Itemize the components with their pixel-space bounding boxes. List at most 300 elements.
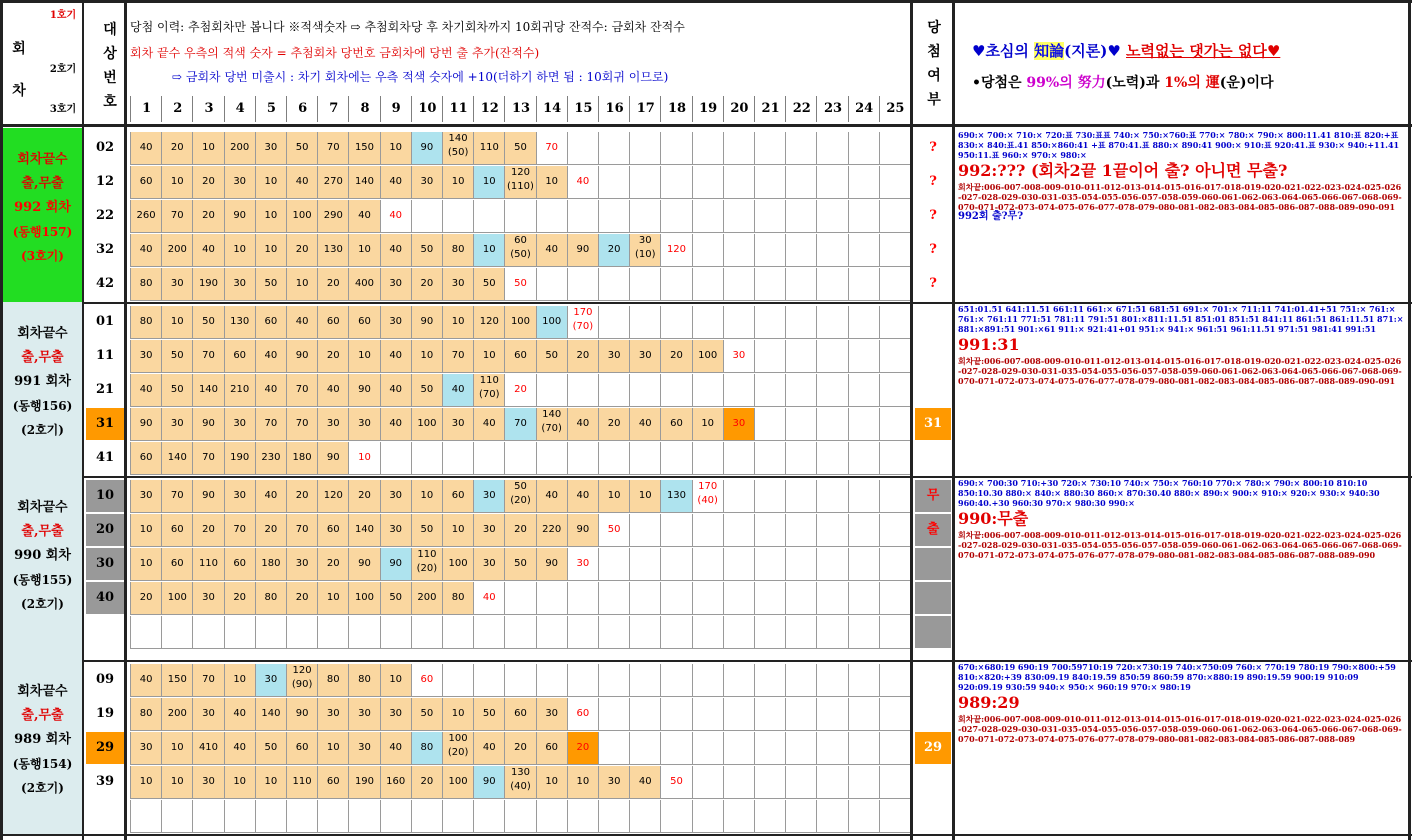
data-cell: 120 <box>473 306 504 339</box>
win-char: 부 <box>927 92 941 108</box>
block-title-line: (2호기) <box>21 597 64 611</box>
data-cell <box>754 664 785 697</box>
data-cell: 140 <box>192 374 223 407</box>
data-cell <box>816 132 847 165</box>
row-number: 29 <box>86 732 124 764</box>
data-cell <box>848 616 879 649</box>
data-cell: 40 <box>536 234 567 267</box>
data-cell <box>442 200 473 233</box>
data-cell <box>660 698 691 731</box>
data-cell: 30 <box>161 408 192 441</box>
notes-round-list: 회차끝:006-007-008-009-010-011-012-013-014-015-016-017-018-019-020-021-022-023-024-025-026-027-028-029-030-031-035-054-055-056-057-058-059-060-061-062-063-064-065-066-067-068-069-070-071-072-073-074-075-076-077-078-079-080-081-082-083-084-085-086-087-088-089-090-091 <box>958 356 1402 386</box>
data-cell <box>785 374 816 407</box>
data-cell: 40 <box>629 408 660 441</box>
data-cell: 10 <box>130 766 161 799</box>
data-cell: 200 <box>411 582 442 615</box>
data-cell <box>442 442 473 475</box>
data-cell <box>504 200 535 233</box>
data-cell: 30 <box>473 514 504 547</box>
data-cell: 30 <box>348 732 379 765</box>
data-cell <box>504 664 535 697</box>
data-cell <box>660 664 691 697</box>
data-cell: 290 <box>317 200 348 233</box>
data-cell <box>723 268 754 301</box>
data-cell <box>816 800 847 833</box>
notes-result-title: 992:??? (회차2끝 1끝이어 출? 아니면 무출? <box>958 161 1288 180</box>
data-cell <box>130 616 161 649</box>
data-cell: 50 <box>411 514 442 547</box>
data-cell <box>754 200 785 233</box>
data-cell: 60 <box>224 548 255 581</box>
data-cell: 40 <box>380 234 411 267</box>
subject-divider <box>124 0 127 840</box>
notes-round-list: 회차끝:006-007-008-009-010-011-012-013-014-015-016-017-018-019-020-021-022-023-024-025-026-027-028-029-030-031-035-054-055-056-057-058-059-060-061-062-063-064-065-066-067-068-069-070-071-072-073-074-075-076-077-078-079-080-081-082-083-084-085-086-087-088-089-090 <box>958 530 1402 560</box>
data-cell: 50 <box>473 698 504 731</box>
data-cell: 100 <box>442 766 473 799</box>
data-cell: 80 <box>130 698 161 731</box>
data-cell <box>192 616 223 649</box>
data-cell: 20 <box>192 166 223 199</box>
data-cell <box>660 582 691 615</box>
data-cell: 30 <box>317 698 348 731</box>
frame-left-line <box>0 0 3 840</box>
data-cell: 60 <box>161 514 192 547</box>
data-cell: 120 <box>317 480 348 513</box>
data-cell: 50 <box>192 306 223 339</box>
data-cell <box>692 548 723 581</box>
data-cell: 10 <box>255 166 286 199</box>
subject-char: 호 <box>103 94 117 110</box>
data-cell: 30 <box>192 698 223 731</box>
data-cell <box>723 616 754 649</box>
ho-label-2: 2호기 <box>49 64 77 75</box>
block-title-line: 회차끝수 <box>17 326 68 341</box>
row-number: 19 <box>95 706 115 721</box>
data-cell <box>785 514 816 547</box>
block-notes <box>958 662 1404 832</box>
data-cell <box>754 268 785 301</box>
data-cell <box>754 548 785 581</box>
row-number: 12 <box>95 174 115 189</box>
data-cell: 30 <box>567 548 598 581</box>
data-cell: 110 <box>192 548 223 581</box>
data-cell: 100 (20) <box>442 732 473 765</box>
data-cell: 30 <box>130 480 161 513</box>
row-number <box>86 616 124 648</box>
data-cell <box>723 374 754 407</box>
data-cell <box>754 442 785 475</box>
data-cell: 60 <box>224 340 255 373</box>
column-number: 17 <box>629 96 661 122</box>
data-cell <box>504 582 535 615</box>
data-cell: 130 (40) <box>504 766 535 799</box>
data-cell: 10 <box>255 200 286 233</box>
block-divider <box>0 834 1412 836</box>
data-cell: 30 <box>130 340 161 373</box>
data-cell <box>598 442 629 475</box>
data-cell <box>629 132 660 165</box>
data-cell <box>660 732 691 765</box>
block-title-line: 989 회차 <box>14 732 71 747</box>
data-cell <box>754 340 785 373</box>
data-cell: 90 <box>536 548 567 581</box>
data-cell <box>816 698 847 731</box>
data-cell: 30 <box>255 664 286 697</box>
motto-text: ♥초심의 <box>972 42 1035 60</box>
block-title-line: 992 회차 <box>14 200 71 215</box>
data-cell <box>348 800 379 833</box>
data-cell <box>692 698 723 731</box>
data-cell: 30 <box>442 268 473 301</box>
data-cell <box>723 132 754 165</box>
data-cell: 20 <box>224 582 255 615</box>
data-cell <box>879 340 910 373</box>
data-cell <box>660 166 691 199</box>
data-cell: 200 <box>161 234 192 267</box>
data-cell <box>380 616 411 649</box>
data-cell: 210 <box>224 374 255 407</box>
data-cell: 200 <box>224 132 255 165</box>
data-cell: 70 <box>255 408 286 441</box>
data-cell <box>848 664 879 697</box>
data-cell <box>442 616 473 649</box>
data-cell <box>629 800 660 833</box>
data-cell: 140 <box>348 166 379 199</box>
data-cell: 40 <box>348 200 379 233</box>
data-cell: 40 <box>130 132 161 165</box>
data-cell <box>723 234 754 267</box>
data-cell: 80 <box>130 268 161 301</box>
data-cell <box>785 200 816 233</box>
data-cell <box>692 268 723 301</box>
data-cell <box>255 800 286 833</box>
frame-right-line <box>1408 0 1411 840</box>
data-cell <box>411 616 442 649</box>
data-cell <box>660 800 691 833</box>
data-cell <box>816 664 847 697</box>
motto-line-1 <box>972 40 1402 61</box>
data-cell <box>660 548 691 581</box>
round-label-2: 차 <box>12 83 26 99</box>
data-cell <box>848 732 879 765</box>
data-cell <box>473 442 504 475</box>
data-cell <box>879 408 910 441</box>
subject-char: 번 <box>103 70 117 86</box>
data-cell: 40 <box>255 480 286 513</box>
data-cell <box>723 766 754 799</box>
column-number: 19 <box>692 96 724 122</box>
data-cell: 40 <box>380 340 411 373</box>
motto-text: 노력없는 댓가는 없다♥ <box>1126 42 1281 60</box>
column-number: 12 <box>473 96 505 122</box>
data-cell <box>816 514 847 547</box>
data-cell: 20 <box>567 340 598 373</box>
data-cell: 170 (40) <box>692 480 723 513</box>
data-cell <box>816 582 847 615</box>
data-cell: 70 <box>161 200 192 233</box>
data-cell: 20 <box>598 234 629 267</box>
data-cell <box>879 166 910 199</box>
data-cell: 30 <box>192 766 223 799</box>
motto-text: 知論 <box>1034 42 1065 60</box>
data-cell <box>224 616 255 649</box>
data-cell: 60 <box>504 698 535 731</box>
column-number: 14 <box>536 96 568 122</box>
data-cell <box>536 800 567 833</box>
data-cell: 30 <box>598 766 629 799</box>
data-cell <box>723 514 754 547</box>
data-cell <box>879 800 910 833</box>
data-cell: 10 <box>317 582 348 615</box>
data-cell <box>848 766 879 799</box>
data-cell <box>629 698 660 731</box>
win-cell <box>915 442 951 474</box>
data-cell: 260 <box>130 200 161 233</box>
data-cell: 230 <box>255 442 286 475</box>
data-cell <box>380 442 411 475</box>
data-cell: 10 <box>692 408 723 441</box>
data-cell <box>629 200 660 233</box>
data-cell <box>816 340 847 373</box>
data-cell <box>879 582 910 615</box>
data-cell: 60 <box>317 514 348 547</box>
data-cell <box>879 732 910 765</box>
win-cell <box>915 616 951 648</box>
notes-history: 651:01.51 641:11.51 661:11 661:× 671:51 681:51 691:× 701:× 711:11 741:01.41+51 751:× 761:× 761:× 761:11 771:51 781:11 791:51 801:×811:11.51 851:01 851:51 841:11 861:51 861:11.51 871:× 881:×891:51 901:×61 911:× 921:41+01 951:× 941:× 961:51 961:11.51 971:51 981:41 991:51 <box>958 304 1404 334</box>
data-cell: 60 <box>504 340 535 373</box>
block-title-line: (2호기) <box>21 781 64 795</box>
subject-char: 상 <box>103 46 117 62</box>
block-title-line: 991 회차 <box>14 374 71 389</box>
column-number: 7 <box>317 96 349 122</box>
data-cell: 110 (70) <box>473 374 504 407</box>
data-cell <box>660 132 691 165</box>
data-cell <box>848 514 879 547</box>
data-cell <box>660 514 691 547</box>
column-number: 23 <box>816 96 848 122</box>
round-label-1: 회 <box>12 41 26 57</box>
notes-result-title: 990:무출 <box>958 509 1029 528</box>
data-cell: 400 <box>348 268 379 301</box>
block-title <box>3 476 82 660</box>
data-cell <box>692 132 723 165</box>
column-number: 13 <box>504 96 536 122</box>
column-number: 18 <box>660 96 692 122</box>
win-cell <box>915 340 951 372</box>
data-cell: 90 <box>286 698 317 731</box>
data-cell: 40 <box>567 408 598 441</box>
win-cell: 29 <box>915 732 951 764</box>
data-cell: 20 <box>286 234 317 267</box>
data-cell <box>598 166 629 199</box>
data-cell <box>567 616 598 649</box>
data-cell: 80 <box>442 582 473 615</box>
data-cell <box>692 442 723 475</box>
data-cell <box>692 616 723 649</box>
data-cell: 60 <box>442 480 473 513</box>
header-line1: 당첨 이력: 추첨회차만 봅니다 ※적색숫자 ⇨ 추첨회차당 후 차기회차까지 10회귀당 잔적수: 금회차 잔적수 <box>130 20 685 34</box>
data-cell <box>723 166 754 199</box>
motto-text: •당첨은 <box>972 75 1027 91</box>
data-cell <box>723 306 754 339</box>
data-cell <box>348 616 379 649</box>
data-cell: 90 <box>192 480 223 513</box>
data-cell: 50 <box>286 132 317 165</box>
data-cell <box>723 442 754 475</box>
data-cell <box>255 616 286 649</box>
block-title-line: 회차끝수 <box>17 500 68 515</box>
column-number: 15 <box>567 96 599 122</box>
data-cell: 20 <box>411 766 442 799</box>
data-cell: 20 <box>192 200 223 233</box>
data-cell <box>536 616 567 649</box>
win-cell: 출 <box>915 514 951 546</box>
data-cell: 140 (50) <box>442 132 473 165</box>
data-cell: 40 <box>255 340 286 373</box>
data-cell: 30 <box>130 732 161 765</box>
data-cell <box>848 340 879 373</box>
data-cell <box>536 374 567 407</box>
data-cell: 70 <box>286 514 317 547</box>
data-cell <box>754 514 785 547</box>
data-cell: 90 <box>411 306 442 339</box>
data-cell <box>879 698 910 731</box>
data-cell: 40 <box>255 374 286 407</box>
subject-char: 대 <box>103 22 117 38</box>
data-cell: 50 <box>255 732 286 765</box>
data-cell: 40 <box>380 166 411 199</box>
data-cell: 30 <box>380 480 411 513</box>
data-cell <box>692 200 723 233</box>
block-title-line: (2호기) <box>21 423 64 437</box>
column-number: 6 <box>286 96 318 122</box>
data-cell <box>504 442 535 475</box>
data-cell <box>879 234 910 267</box>
data-cell <box>692 514 723 547</box>
data-cell <box>723 582 754 615</box>
data-cell: 40 <box>442 374 473 407</box>
data-cell: 50 <box>504 132 535 165</box>
win-cell <box>915 766 951 798</box>
data-cell: 10 <box>348 234 379 267</box>
block-title-line: 출,무출 <box>21 176 64 191</box>
data-cell: 100 <box>692 340 723 373</box>
data-cell: 30 <box>536 698 567 731</box>
data-cell: 40 <box>286 166 317 199</box>
data-cell: 110 <box>286 766 317 799</box>
data-cell: 60 <box>348 306 379 339</box>
data-cell: 40 <box>286 306 317 339</box>
data-cell: 50 <box>536 340 567 373</box>
data-cell <box>723 698 754 731</box>
data-cell <box>629 582 660 615</box>
data-cell <box>723 664 754 697</box>
data-cell: 60 <box>130 442 161 475</box>
block-title-line: (동행157) <box>12 225 73 239</box>
data-cell: 30 <box>224 480 255 513</box>
data-cell: 10 <box>380 132 411 165</box>
win-cell <box>915 582 951 614</box>
data-cell: 50 <box>660 766 691 799</box>
data-cell: 70 <box>317 132 348 165</box>
data-cell: 40 <box>380 200 411 233</box>
data-cell <box>785 732 816 765</box>
data-cell: 10 <box>380 664 411 697</box>
data-cell <box>754 766 785 799</box>
data-cell <box>785 480 816 513</box>
data-cell: 20 <box>286 480 317 513</box>
data-cell <box>598 616 629 649</box>
data-cell <box>816 408 847 441</box>
data-cell <box>754 480 785 513</box>
data-cell: 30 <box>723 408 754 441</box>
data-cell: 10 <box>255 234 286 267</box>
data-cell <box>723 548 754 581</box>
data-cell: 150 <box>161 664 192 697</box>
data-cell <box>130 800 161 833</box>
data-cell: 50 <box>504 268 535 301</box>
data-cell: 30 <box>380 306 411 339</box>
data-cell: 70 <box>442 340 473 373</box>
column-number: 4 <box>224 96 256 122</box>
block-notes <box>958 304 1404 474</box>
data-cell <box>629 514 660 547</box>
data-cell: 80 <box>317 664 348 697</box>
data-cell: 40 <box>317 374 348 407</box>
block-title-line: 출,무출 <box>21 708 64 723</box>
data-cell: 20 <box>567 732 598 765</box>
win-cell <box>915 664 951 696</box>
data-cell: 90 <box>286 340 317 373</box>
data-cell: 60 <box>286 732 317 765</box>
data-cell: 190 <box>224 442 255 475</box>
data-cell <box>879 766 910 799</box>
data-cell <box>536 582 567 615</box>
data-cell <box>286 616 317 649</box>
data-cell: 90 <box>567 514 598 547</box>
data-cell: 20 <box>348 480 379 513</box>
data-cell: 90 <box>411 132 442 165</box>
data-cell: 30 <box>224 408 255 441</box>
data-cell <box>785 234 816 267</box>
data-cell: 70 <box>504 408 535 441</box>
data-cell: 30 <box>255 132 286 165</box>
data-cell <box>754 132 785 165</box>
data-cell: 10 <box>161 766 192 799</box>
data-cell: 30 <box>473 480 504 513</box>
data-cell: 190 <box>192 268 223 301</box>
data-cell <box>598 732 629 765</box>
data-cell: 40 <box>536 480 567 513</box>
data-cell: 180 <box>255 548 286 581</box>
data-cell: 10 <box>255 766 286 799</box>
data-cell <box>692 766 723 799</box>
data-cell: 70 <box>161 480 192 513</box>
data-cell: 90 <box>567 234 598 267</box>
block-title <box>3 302 82 476</box>
data-cell <box>660 306 691 339</box>
data-cell: 60 <box>660 408 691 441</box>
header-line2: 회차 끝수 우측의 적색 숫자 = 추첨회차 당번호 금회차에 당번 출 추가(잔적수) <box>130 46 540 60</box>
data-cell <box>816 268 847 301</box>
data-cell: 10 <box>224 234 255 267</box>
data-cell <box>723 480 754 513</box>
data-cell: 50 <box>598 514 629 547</box>
data-cell: 20 <box>660 340 691 373</box>
data-cell: 140 <box>348 514 379 547</box>
data-cell: 410 <box>192 732 223 765</box>
data-cell <box>473 800 504 833</box>
